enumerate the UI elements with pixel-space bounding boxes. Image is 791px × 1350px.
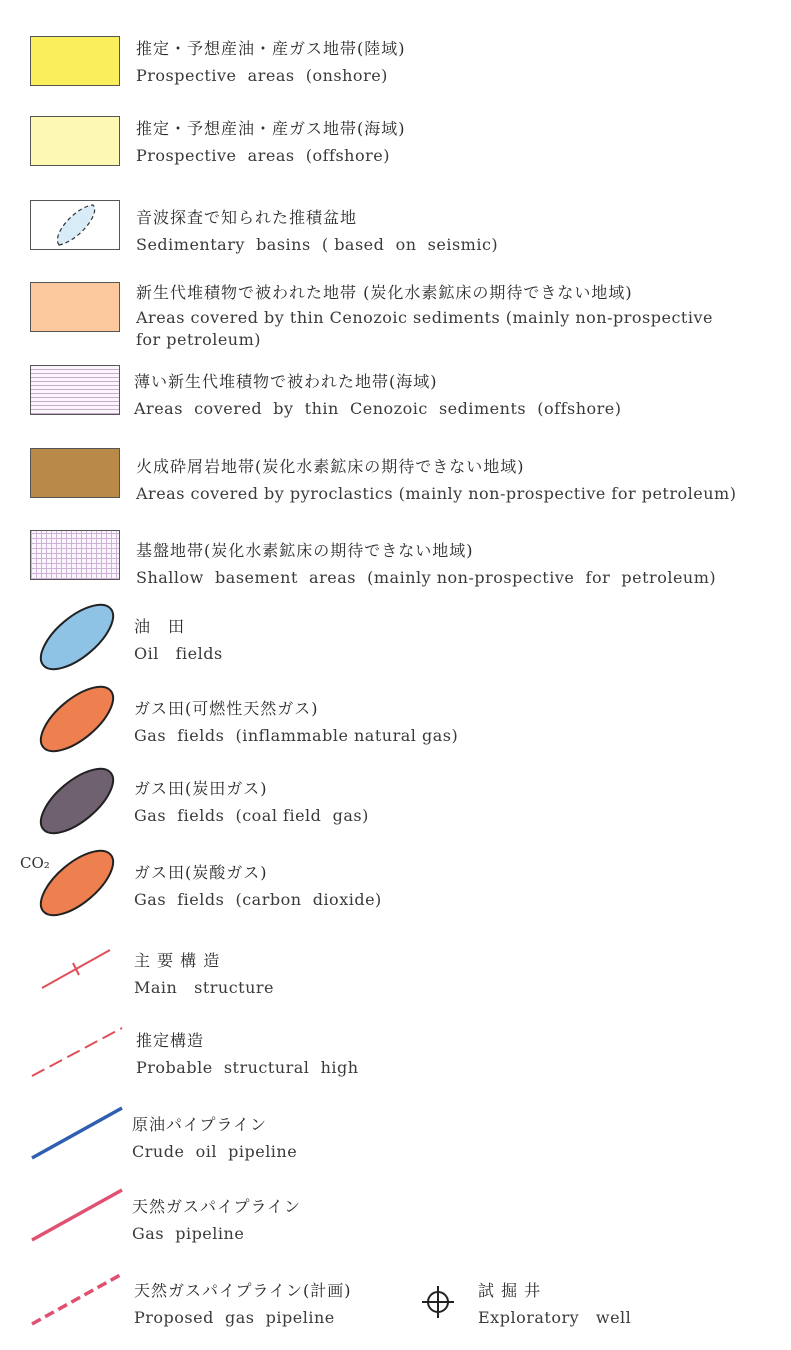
- legend-label-en: Probable structural high: [136, 1058, 359, 1077]
- legend-label-ja: 推定・予想産油・産ガス地帯(陸域): [136, 39, 406, 58]
- legend-label-en: Gas pipeline: [132, 1224, 245, 1243]
- legend-label-en: Sedimentary basins ( based on seismic): [136, 235, 499, 254]
- crude-oil-pipeline-icon: [30, 1104, 124, 1162]
- legend-label-en: Prospective areas (offshore): [136, 146, 390, 165]
- legend-label-ja: ガス田(炭酸ガス): [134, 863, 268, 882]
- pyroclastics-swatch: [30, 448, 120, 498]
- legend-label-en: Proposed gas pipeline: [134, 1308, 335, 1327]
- legend-label-en: Areas covered by pyroclastics (mainly non-prospective for petroleum): [136, 484, 737, 503]
- legend-label-ja: 油 田: [134, 617, 186, 636]
- co2-gas-field-icon: [34, 846, 120, 920]
- probable-structure-icon: [30, 1024, 124, 1080]
- legend-label-ja: 薄い新生代堆積物で被われた地帯(海域): [134, 372, 438, 391]
- oil-field-icon: [34, 600, 120, 674]
- co2-label: CO₂: [20, 854, 50, 872]
- legend-label-ja: 原油パイプライン: [132, 1115, 268, 1134]
- gas-field-icon: [34, 682, 120, 756]
- thin-cenozoic-swatch: [30, 282, 120, 332]
- legend-label-en: Shallow basement areas (mainly non-prospective for petroleum): [136, 568, 717, 587]
- legend-label-en: Exploratory well: [478, 1308, 632, 1327]
- sedimentary-basin-swatch: [30, 200, 120, 250]
- legend-label-en: Prospective areas (onshore): [136, 66, 388, 85]
- legend-label-ja: 火成砕屑岩地帯(炭化水素鉱床の期待できない地域): [136, 457, 525, 476]
- basin-outline-icon: [31, 201, 119, 249]
- legend-label-ja: ガス田(炭田ガス): [134, 779, 268, 798]
- legend-label-ja: 音波探査で知られた推積盆地: [136, 208, 358, 227]
- main-structure-icon: [40, 944, 114, 994]
- exploratory-well-icon: [420, 1284, 456, 1320]
- legend-label-ja: 推定構造: [136, 1031, 205, 1050]
- gas-pipeline-icon: [30, 1186, 124, 1244]
- legend-label-ja: 推定・予想産油・産ガス地帯(海域): [136, 119, 406, 138]
- legend-label-ja: 試 掘 井: [478, 1281, 542, 1300]
- legend-label-ja: 新生代堆積物で被われた地帯 (炭化水素鉱床の期待できない地域): [136, 283, 633, 302]
- legend-label-ja: ガス田(可燃性天然ガス): [134, 699, 319, 718]
- legend-label-en: Main structure: [134, 978, 275, 997]
- legend-label-en: Areas covered by thin Cenozoic sediments (offshore): [134, 399, 622, 418]
- legend-label-en: Areas covered by thin Cenozoic sediments (mainly non-prospective: [136, 308, 713, 327]
- legend-label-ja: 天然ガスパイプライン(計画): [134, 1281, 352, 1300]
- legend-label-en: Oil fields: [134, 644, 223, 663]
- legend-label-ja: 主 要 構 造: [134, 951, 221, 970]
- legend-label-ja: 天然ガスパイプライン: [132, 1197, 302, 1216]
- proposed-gas-pipeline-icon: [30, 1270, 124, 1328]
- onshore-swatch: [30, 36, 120, 86]
- legend-label-en: Gas fields (inflammable natural gas): [134, 726, 459, 745]
- thin-cenozoic-offshore-swatch: [30, 365, 120, 415]
- legend-label-en: Gas fields (carbon dioxide): [134, 890, 382, 909]
- legend-label-en: Gas fields (coal field gas): [134, 806, 369, 825]
- legend-label-ja: 基盤地帯(炭化水素鉱床の期待できない地域): [136, 541, 474, 560]
- legend-label-en-line2: for petroleum): [136, 330, 262, 349]
- coal-gas-field-icon: [34, 764, 120, 838]
- legend-label-en: Crude oil pipeline: [132, 1142, 298, 1161]
- offshore-swatch: [30, 116, 120, 166]
- basement-swatch: [30, 530, 120, 580]
